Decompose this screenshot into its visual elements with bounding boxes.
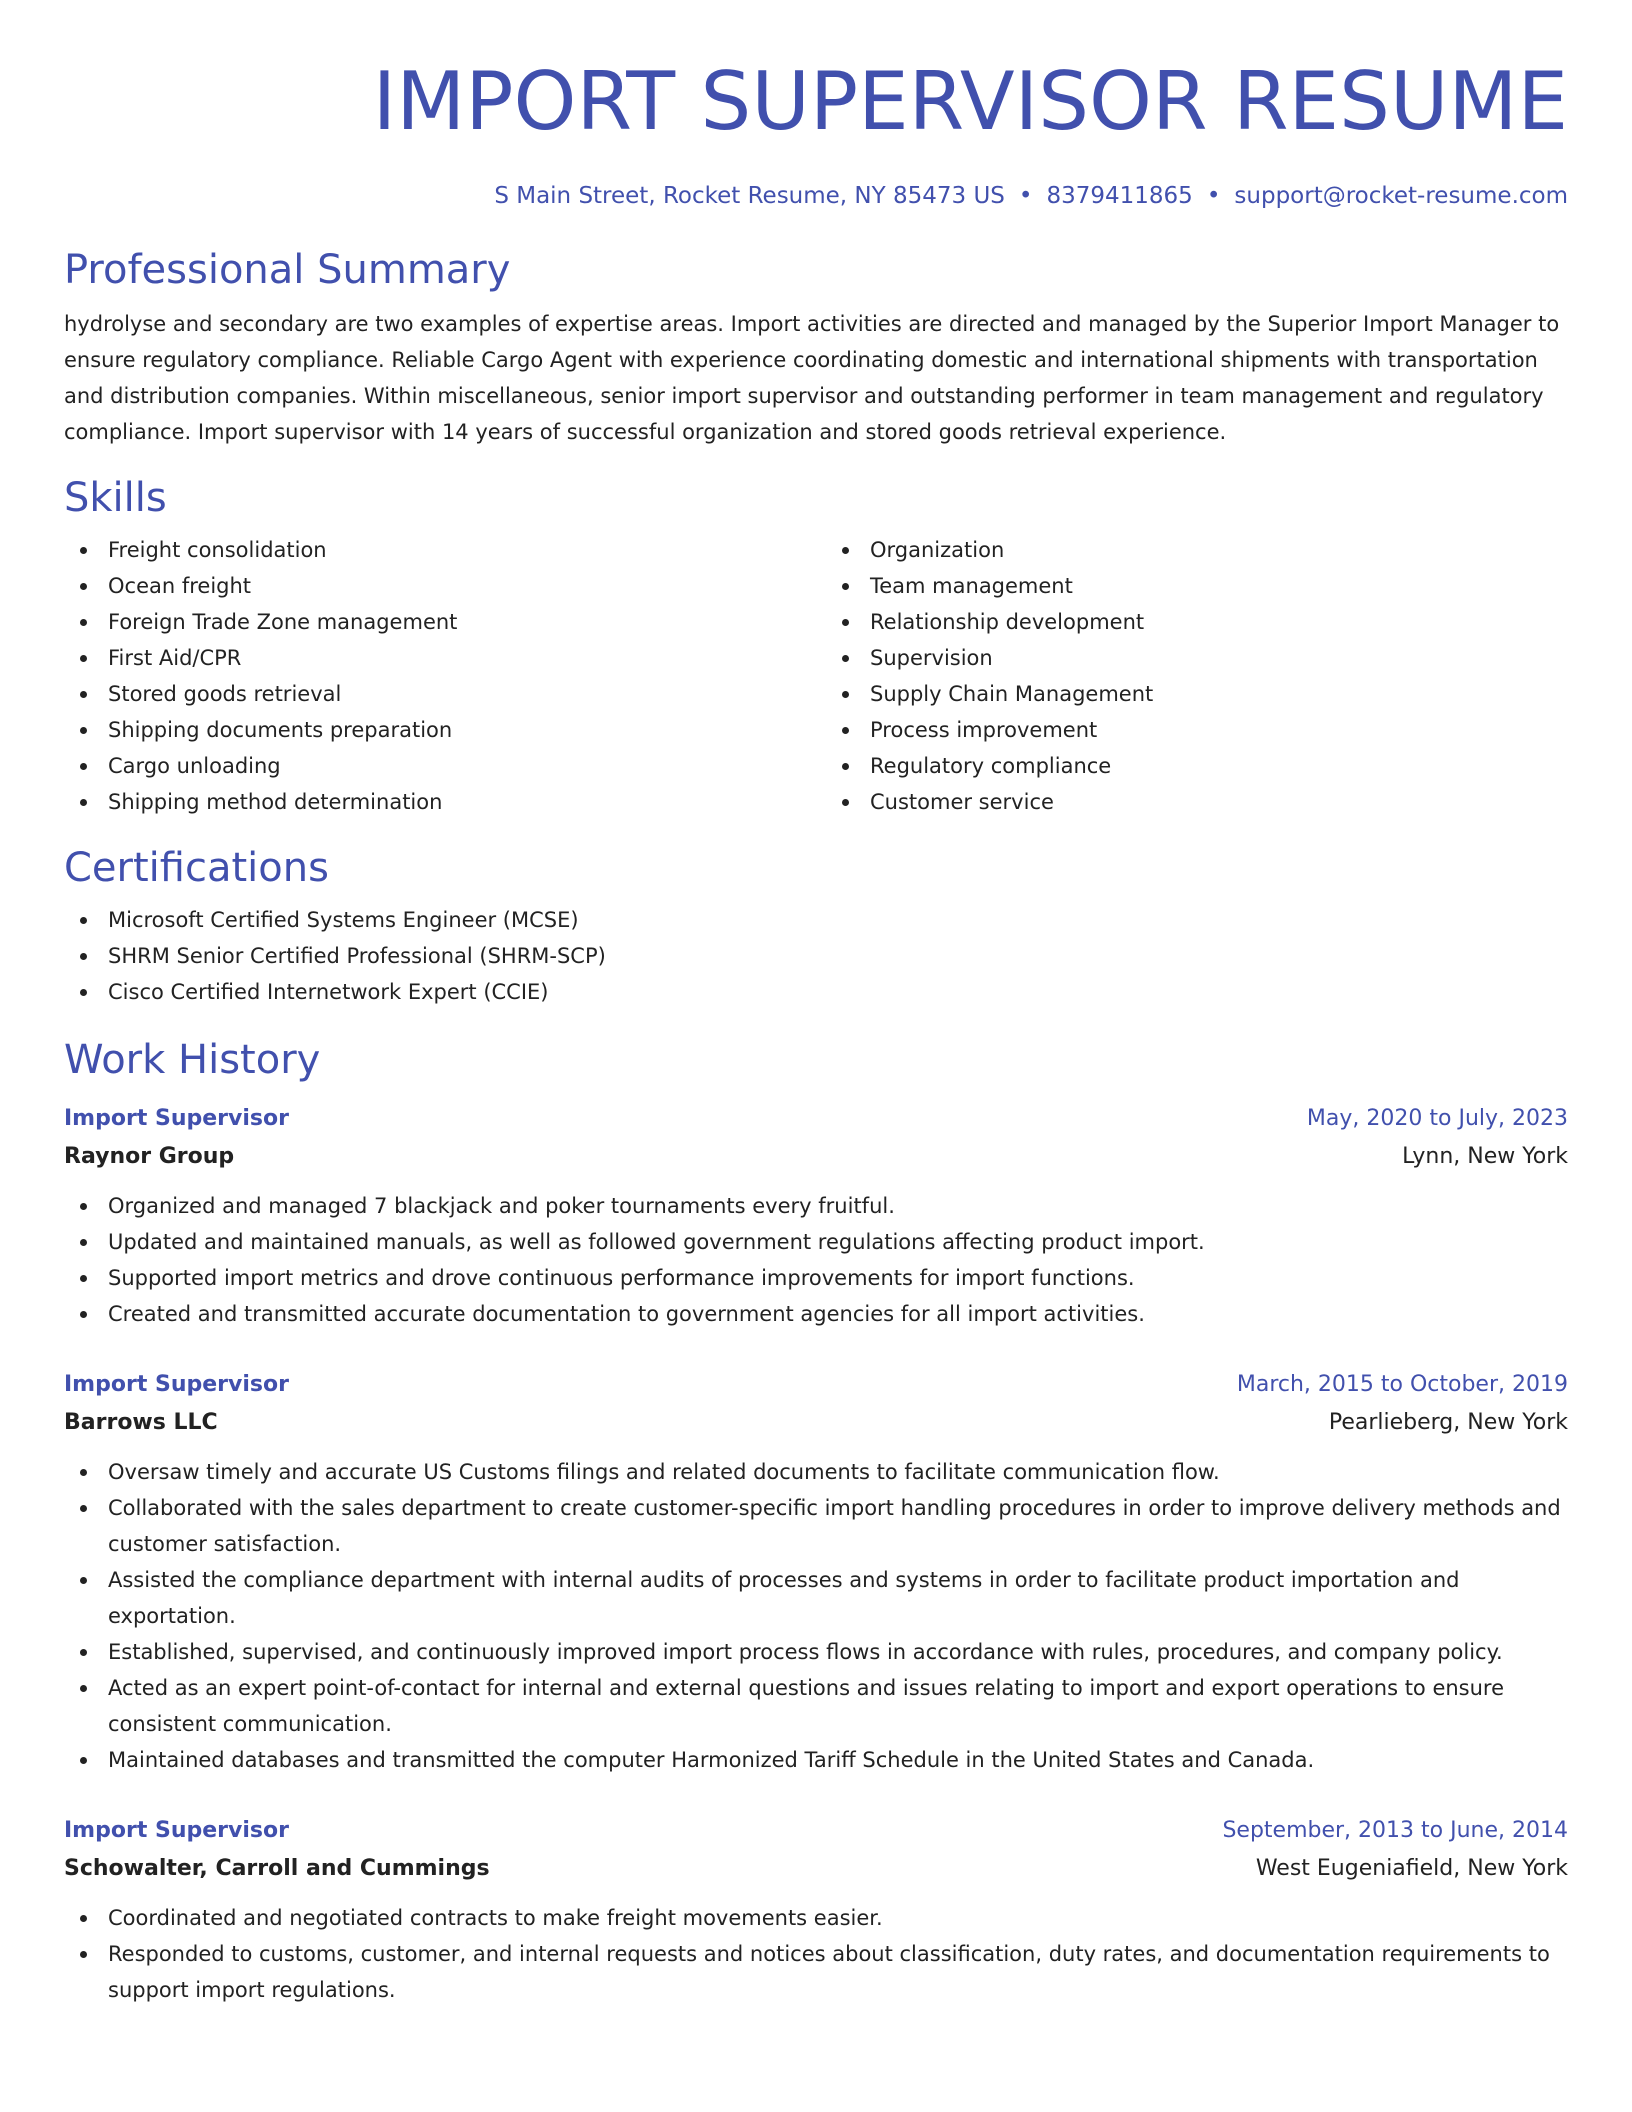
job-bullets (64, 1900, 1568, 2008)
skill-item: Ocean freight (64, 568, 806, 604)
job-title: Import Supervisor (64, 1818, 289, 1843)
skill-item: Stored goods retrieval (64, 676, 806, 712)
job-dates: September, 2013 to June, 2014 (1222, 1818, 1568, 1843)
job-subheader (64, 1850, 1568, 1888)
job-entry (64, 1100, 1568, 1332)
contact-line (64, 178, 1568, 214)
skill-item: Process improvement (826, 712, 1568, 748)
job-bullet: Oversaw timely and accurate US Customs filings and related documents to facilitate communication flow. (64, 1454, 1568, 1490)
certification-item: Cisco Certified Internetwork Expert (CCIE) (64, 974, 1568, 1010)
job-location: West Eugeniafield, New York (1255, 1856, 1568, 1881)
contact-email: support@rocket-resume.com (1234, 183, 1568, 209)
resume-page (64, 0, 1568, 2008)
job-bullet: Updated and maintained manuals, as well as followed government regulations affecting product import. (64, 1224, 1568, 1260)
skill-item: Customer service (826, 784, 1568, 820)
job-location: Lynn, New York (1402, 1144, 1568, 1169)
job-bullet: Collaborated with the sales department to create customer-specific import handling procedures in order to improve delivery methods and customer satisfaction. (64, 1490, 1568, 1562)
certification-item: Microsoft Certified Systems Engineer (MCSE) (64, 902, 1568, 938)
contact-separator: • (1018, 183, 1033, 209)
job-bullet: Responded to customs, customer, and internal requests and notices about classification, duty rates, and documentation requirements to support import regulations. (64, 1936, 1568, 2008)
skills-list-right (826, 532, 1568, 820)
job-subheader (64, 1138, 1568, 1176)
skill-item: Shipping method determination (64, 784, 806, 820)
skill-item: Team management (826, 568, 1568, 604)
certifications-list (64, 902, 1568, 1010)
job-bullets (64, 1188, 1568, 1332)
job-title: Import Supervisor (64, 1106, 289, 1131)
job-location: Pearlieberg, New York (1328, 1410, 1568, 1435)
job-bullet: Acted as an expert point-of-contact for internal and external questions and issues relating to import and export operations to ensure consistent communication. (64, 1670, 1568, 1742)
job-company: Schowalter, Carroll and Cummings (64, 1856, 490, 1881)
skill-item: Regulatory compliance (826, 748, 1568, 784)
certifications-section (64, 842, 1568, 1010)
job-header (64, 1812, 1568, 1850)
job-company: Barrows LLC (64, 1410, 218, 1435)
section-title-certifications: Certifications (64, 845, 329, 891)
contact-separator: • (1206, 183, 1221, 209)
job-header (64, 1100, 1568, 1138)
job-bullet: Organized and managed 7 blackjack and poker tournaments every fruitful. (64, 1188, 1568, 1224)
skill-item: Cargo unloading (64, 748, 806, 784)
skill-item: Freight consolidation (64, 532, 806, 568)
resume-title: IMPORT SUPERVISOR RESUME (372, 55, 1568, 148)
contact-address: S Main Street, Rocket Resume, NY 85473 US (494, 183, 1005, 209)
job-dates: May, 2020 to July, 2023 (1306, 1106, 1568, 1131)
skill-item: Relationship development (826, 604, 1568, 640)
skills-list-left (64, 532, 806, 820)
skill-item: Foreign Trade Zone management (64, 604, 806, 640)
summary-text: hydrolyse and secondary are two examples of expertise areas. Import activities are directed and managed by the Superior Import Manager to ensure regulatory compliance. Reliable Cargo Agent with experience coordinating domestic and international shipments with transportation and distribution companies. Within miscellaneous, senior import supervisor and outstanding performer in team management and regulatory compliance. Import supervisor with 14 years of successful organization and stored goods retrieval experience. (64, 312, 1560, 444)
section-title-work-history: Work History (64, 1037, 321, 1083)
job-entry (64, 1366, 1568, 1778)
job-dates: March, 2015 to October, 2019 (1236, 1372, 1568, 1397)
skill-item: First Aid/CPR (64, 640, 806, 676)
job-bullet: Coordinated and negotiated contracts to make freight movements easier. (64, 1900, 1568, 1936)
section-title-skills: Skills (64, 475, 167, 521)
certification-item: SHRM Senior Certified Professional (SHRM-SCP) (64, 938, 1568, 974)
skill-item: Supply Chain Management (826, 676, 1568, 712)
summary-section (64, 244, 1568, 450)
skill-item: Organization (826, 532, 1568, 568)
skill-item: Supervision (826, 640, 1568, 676)
work-history-section (64, 1034, 1568, 2008)
skills-section (64, 472, 1568, 820)
job-entry (64, 1812, 1568, 2008)
job-bullets (64, 1454, 1568, 1778)
skills-grid (64, 532, 1568, 820)
job-bullet: Supported import metrics and drove continuous performance improvements for import functions. (64, 1260, 1568, 1296)
job-bullet: Established, supervised, and continuously improved import process flows in accordance with rules, procedures, and company policy. (64, 1634, 1568, 1670)
job-bullet: Created and transmitted accurate documentation to government agencies for all import activities. (64, 1296, 1568, 1332)
contact-phone: 8379411865 (1046, 183, 1193, 209)
section-title-summary: Professional Summary (64, 247, 511, 293)
job-company: Raynor Group (64, 1144, 235, 1169)
job-subheader (64, 1404, 1568, 1442)
job-bullet: Assisted the compliance department with internal audits of processes and systems in order to facilitate product importation and exportation. (64, 1562, 1568, 1634)
skill-item: Shipping documents preparation (64, 712, 806, 748)
job-title: Import Supervisor (64, 1372, 289, 1397)
job-header (64, 1366, 1568, 1404)
job-bullet: Maintained databases and transmitted the computer Harmonized Tariff Schedule in the United States and Canada. (64, 1742, 1568, 1778)
